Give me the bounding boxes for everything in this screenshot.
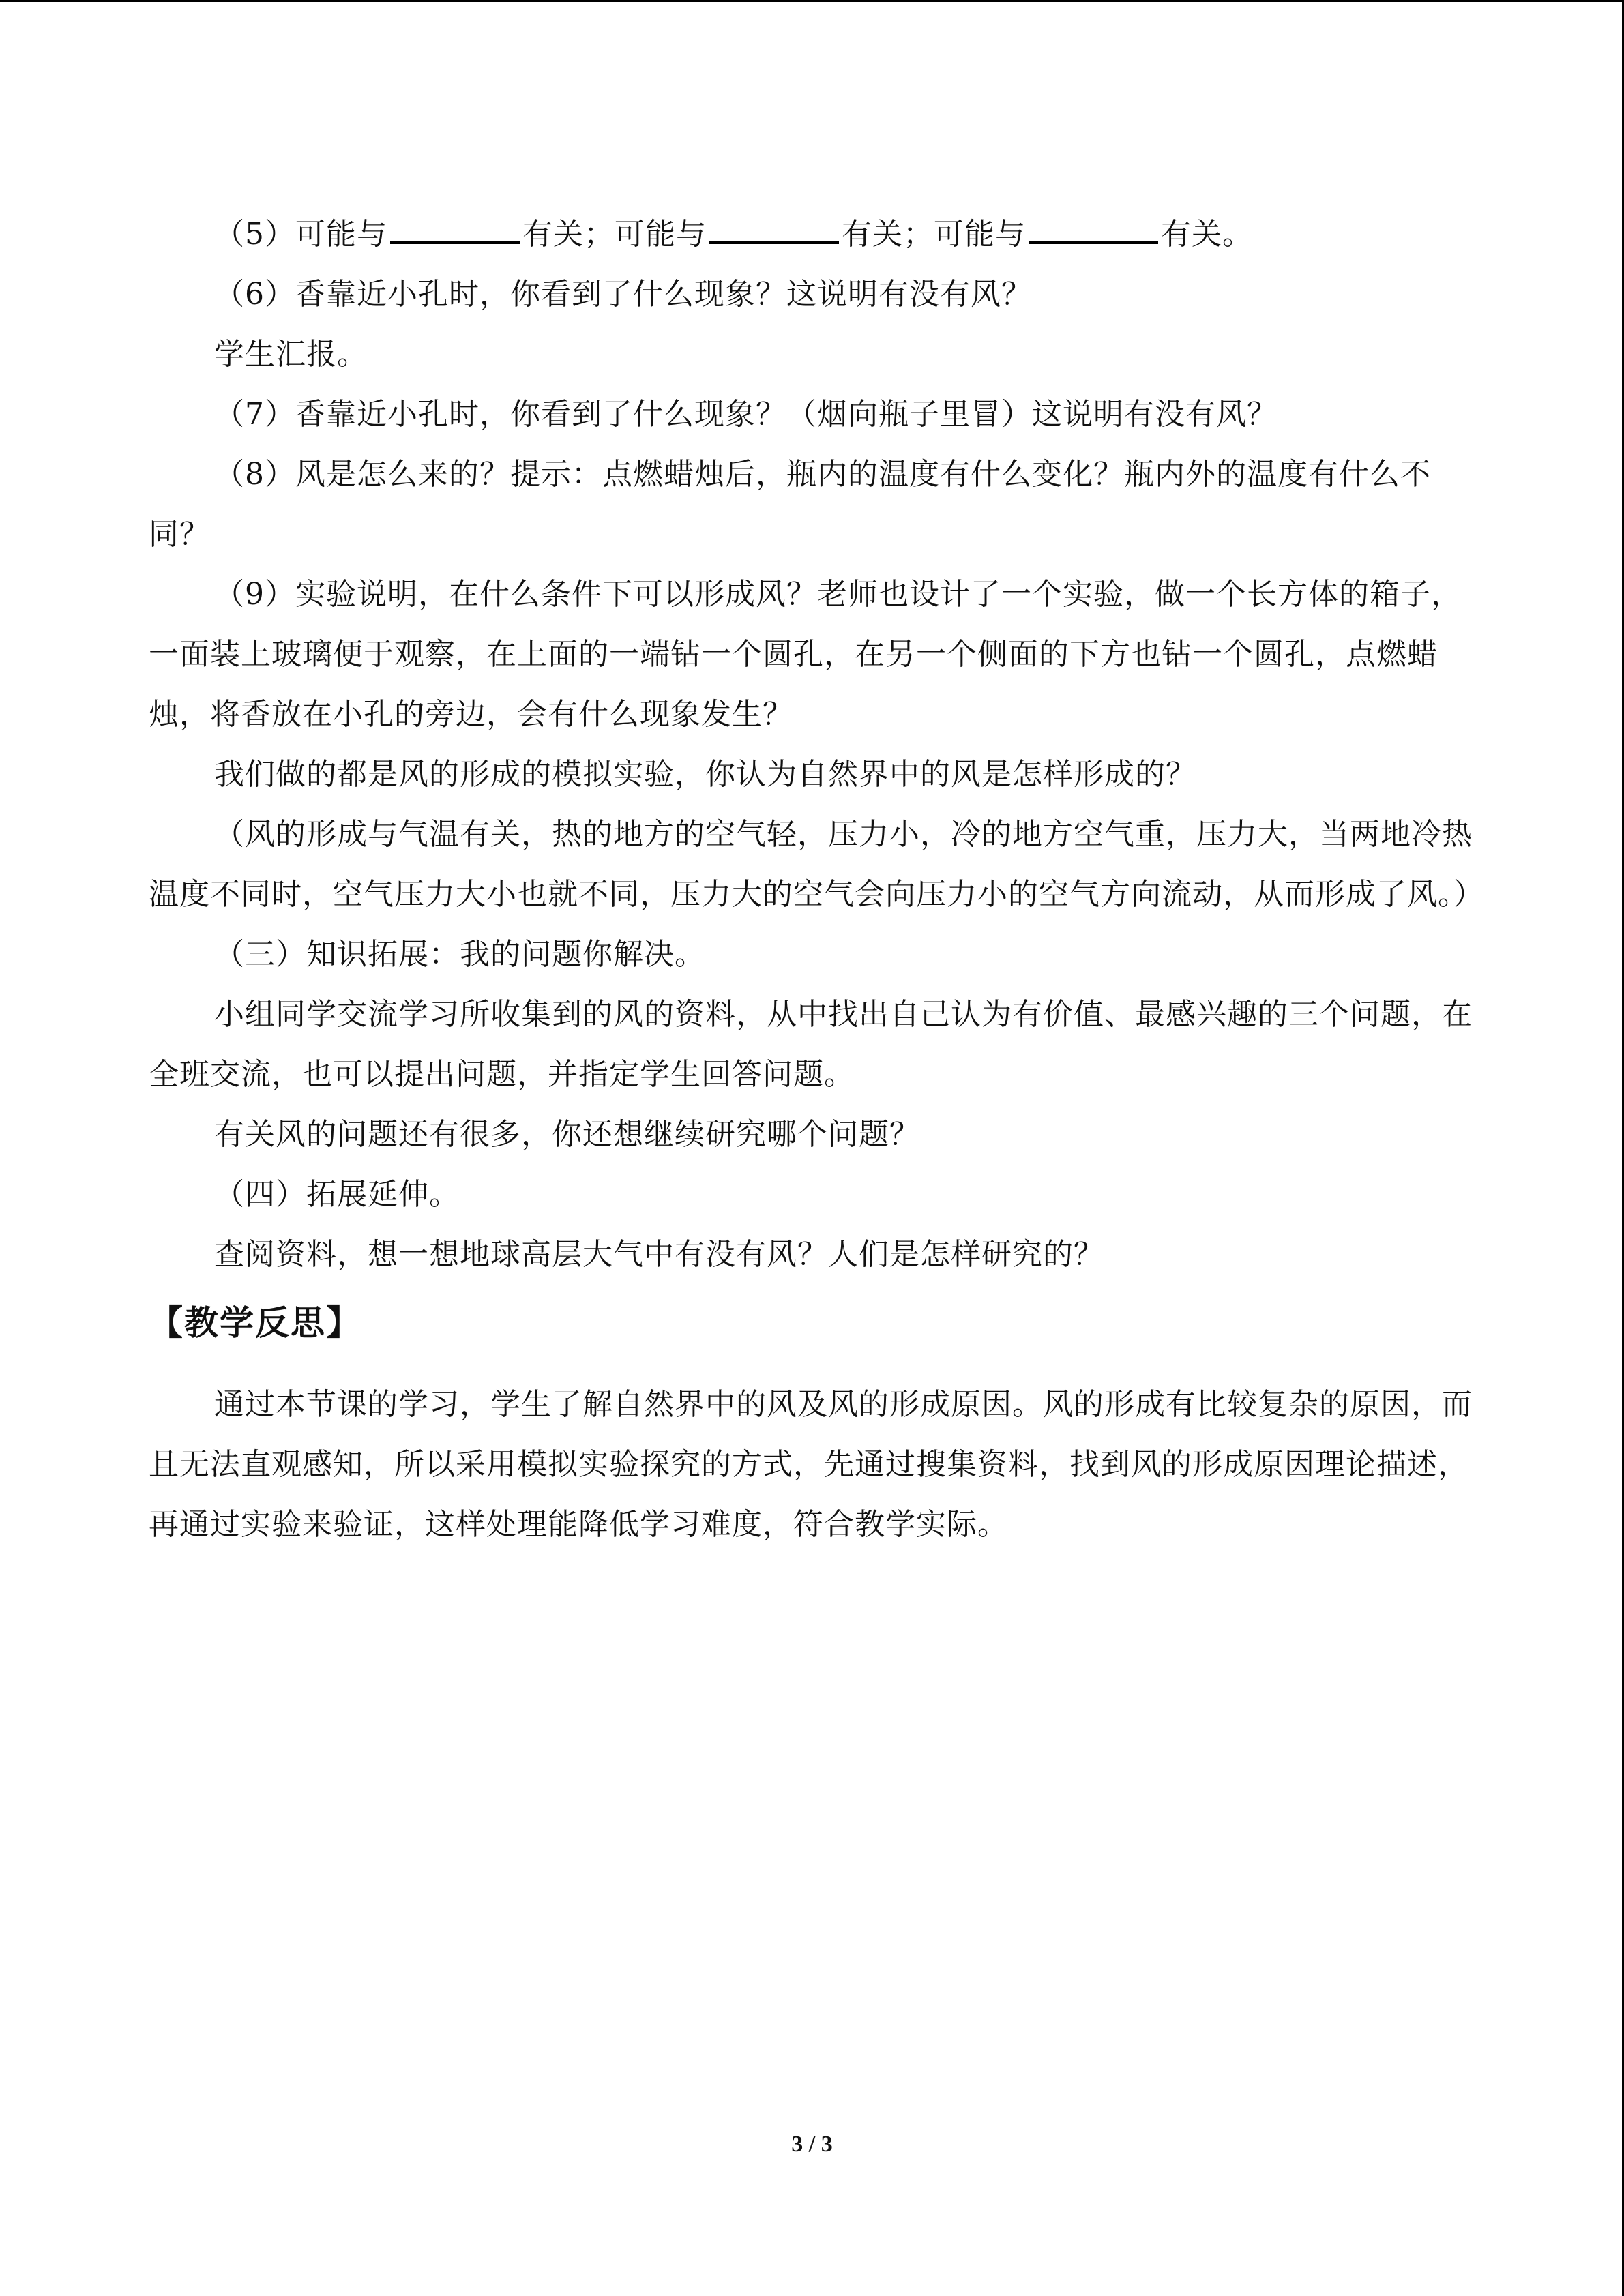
paragraph-section-4: （四）拓展延伸。 — [214, 1177, 460, 1212]
paragraph-q7: （7）香靠近小孔时，你看到了什么现象？（烟向瓶子里冒）这说明有没有风？ — [214, 397, 1278, 432]
paragraph-student-report: 学生汇报。 — [214, 337, 368, 372]
paragraph-wind-formation: （风的形成与气温有关，热的地方的空气轻，压力小，冷的地方空气重，压力大，当两地冷热温度不同时，空气压力大小也就不同，压力大的空气会向压力小的空气方向流动，从而形成了风。） — [149, 817, 1484, 912]
q5-text-4: 有关。 — [1161, 217, 1253, 252]
q5-text-3: 有关；可能与 — [842, 217, 1026, 252]
page-number: 3 / 3 — [791, 2132, 833, 2157]
question-5 — [149, 205, 1476, 265]
reflection-heading: 【教学反思】 — [149, 1303, 361, 1343]
paragraph-section-3: （三）知识拓展：我的问题你解决。 — [214, 937, 705, 972]
fill-blank-1[interactable] — [390, 211, 520, 244]
paragraph-q6: （6）香靠近小孔时，你看到了什么现象？这说明有没有风？ — [214, 277, 1032, 312]
q5-text-1: （5）可能与 — [214, 217, 387, 252]
paragraph-simulation: 我们做的都是风的形成的模拟实验，你认为自然界中的风是怎样形成的？ — [214, 757, 1196, 792]
paragraph-q8: （8）风是怎么来的？提示：点燃蜡烛后，瓶内的温度有什么变化？瓶内外的温度有什么不同？ — [149, 457, 1431, 552]
paragraph-further-questions: 有关风的问题还有很多，你还想继续研究哪个问题？ — [214, 1117, 920, 1152]
page-top-border — [0, 0, 1624, 2]
paragraph-q9: （9）实验说明，在什么条件下可以形成风？老师也设计了一个实验，做一个长方体的箱子，一面装上玻璃便于观察，在上面的一端钻一个圆孔，在另一个侧面的下方也钻一个圆孔，点燃蜡烛，将香放在小孔的旁边，会有什么现象发生？ — [149, 577, 1462, 732]
fill-blank-3[interactable] — [1029, 211, 1158, 244]
paragraph-research: 查阅资料，想一想地球高层大气中有没有风？人们是怎样研究的？ — [214, 1237, 1104, 1272]
reflection-paragraph: 通过本节课的学习，学生了解自然界中的风及风的形成原因。风的形成有比较复杂的原因，而且无法直观感知，所以采用模拟实验探究的方式，先通过搜集资料，找到风的形成原因理论描述，再通过实验来验证，这样处理能降低学习难度，符合教学实际。 — [149, 1387, 1473, 1542]
document-body — [149, 205, 1484, 1555]
fill-blank-2[interactable] — [709, 211, 839, 244]
q5-text-2: 有关；可能与 — [522, 217, 707, 252]
paragraph-group-exchange: 小组同学交流学习所收集到的风的资料，从中找出自己认为有价值、最感兴趣的三个问题，在全班交流，也可以提出问题，并指定学生回答问题。 — [149, 997, 1473, 1092]
